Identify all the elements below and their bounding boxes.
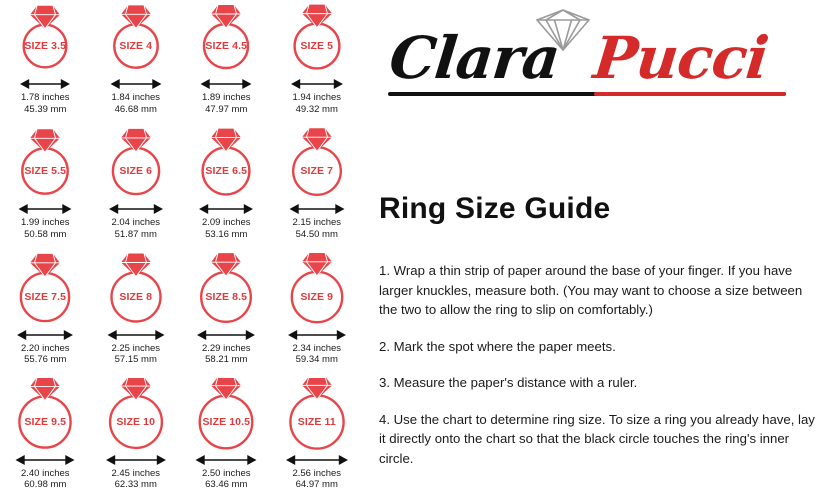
ring-illustration (97, 127, 175, 201)
brand-name-second: Pucci (590, 24, 772, 92)
ring-size-label: SIZE 9.5 (24, 415, 67, 428)
ring-illustration (278, 378, 356, 452)
ring-illustration (6, 253, 84, 327)
ring-diameter-mm: 55.76 mm (24, 354, 67, 365)
ring-illustration (97, 2, 175, 76)
ring-size-label: SIZE 6 (119, 165, 153, 178)
ring-size-cell (272, 0, 363, 125)
ring-size-label: SIZE 8.5 (205, 290, 248, 303)
guide-panel (362, 0, 839, 501)
ring-diameter-inches: 1.84 inches (111, 92, 161, 103)
diameter-arrow-icon (280, 77, 354, 91)
ring-size-cell (91, 0, 182, 125)
ring-size-cell (272, 125, 363, 250)
instruction-step: 4. Use the chart to determine ring size. To size a ring you already have, lay it directly onto the chart so that the black circle touches the ring's inner circle. (379, 411, 815, 466)
diameter-arrow-icon (189, 453, 263, 467)
ring-size-cell (0, 251, 91, 376)
ring-measurement (292, 217, 341, 240)
diameter-arrow-icon (280, 328, 354, 342)
ring-size-label: SIZE 10 (116, 415, 156, 428)
ring-diameter-mm: 49.32 mm (295, 103, 338, 115)
ring-size-chart (0, 0, 362, 501)
ring-measurement (111, 468, 160, 491)
ring-size-cell (91, 251, 182, 376)
ring-illustration (6, 2, 84, 76)
diameter-arrow-icon (99, 202, 173, 216)
ring-illustration (187, 253, 265, 327)
ring-size-cell (181, 125, 272, 250)
ring-illustration (187, 127, 265, 201)
diameter-arrow-icon (99, 77, 173, 91)
diameter-arrow-icon (280, 202, 354, 216)
diameter-arrow-icon (8, 202, 82, 216)
ring-diameter-mm: 63.46 mm (205, 479, 248, 491)
instruction-list (379, 248, 824, 485)
ring-size-cell (272, 376, 363, 501)
diameter-arrow-icon (99, 328, 173, 342)
logo-underline-red (594, 92, 786, 96)
ring-size-label: SIZE 9 (300, 290, 334, 303)
ring-diameter-inches: 1.94 inches (292, 92, 342, 103)
instruction-step: 3. Measure the paper's distance with a ruler. (379, 375, 638, 391)
ring-diameter-inches: 2.50 inches (201, 467, 251, 479)
ring-measurement (292, 92, 341, 115)
ring-illustration (278, 127, 356, 201)
diameter-arrow-icon (99, 453, 173, 467)
ring-illustration (97, 378, 175, 452)
ring-measurement (292, 343, 341, 366)
page-title: Ring Size Guide (379, 192, 611, 225)
ring-measurement (21, 92, 70, 115)
ring-size-label: SIZE 5 (300, 40, 334, 52)
ring-size-cell (91, 125, 182, 250)
ring-measurement (21, 217, 70, 240)
brand-name-first: Clara (386, 24, 563, 92)
ring-diameter-mm: 54.50 mm (295, 228, 338, 240)
ring-size-label: SIZE 3.5 (24, 40, 67, 52)
ring-measurement (111, 343, 160, 366)
ring-illustration (6, 127, 84, 201)
ring-illustration (97, 253, 175, 327)
brand-logo (372, 6, 792, 102)
ring-diameter-mm: 59.34 mm (295, 354, 338, 365)
ring-size-label: SIZE 4 (119, 40, 153, 52)
ring-diameter-mm: 64.97 mm (295, 479, 338, 491)
instruction-step: 1. Wrap a thin strip of paper around the base of your finger. If you have larger knuckles, measure both. (You may want to choose a size between the two to allow the ring to slip on comfortably.) (379, 263, 803, 318)
ring-measurement (202, 468, 251, 491)
ring-size-cell (0, 376, 91, 501)
ring-diameter-inches: 2.45 inches (111, 467, 161, 479)
diameter-arrow-icon (280, 453, 354, 467)
ring-diameter-inches: 2.04 inches (111, 217, 161, 229)
ring-size-cell (272, 251, 363, 376)
ring-size-label: SIZE 5.5 (24, 165, 67, 178)
ring-diameter-inches: 2.25 inches (111, 342, 161, 354)
ring-measurement (21, 468, 70, 491)
ring-illustration (187, 378, 265, 452)
ring-diameter-mm: 45.39 mm (24, 103, 67, 115)
ring-diameter-inches: 1.89 inches (201, 92, 251, 103)
ring-diameter-mm: 46.68 mm (114, 103, 157, 115)
ring-diameter-inches: 1.78 inches (20, 92, 70, 103)
ring-diameter-mm: 51.87 mm (114, 228, 157, 240)
ring-size-label: SIZE 6.5 (205, 165, 248, 178)
ring-size-cell (181, 251, 272, 376)
ring-diameter-mm: 53.16 mm (205, 228, 248, 240)
ring-diameter-inches: 1.99 inches (20, 217, 70, 229)
ring-illustration (6, 378, 84, 452)
ring-size-label: SIZE 7 (300, 165, 334, 178)
ring-diameter-mm: 62.33 mm (114, 479, 157, 491)
ring-measurement (202, 217, 251, 240)
instruction-step: 2. Mark the spot where the paper meets. (379, 338, 616, 354)
ring-measurement (202, 92, 251, 115)
diameter-arrow-icon (189, 328, 263, 342)
ring-measurement (111, 217, 160, 240)
ring-diameter-mm: 58.21 mm (205, 354, 248, 365)
ring-size-cell (181, 376, 272, 501)
ring-diameter-inches: 2.20 inches (20, 342, 70, 354)
ring-diameter-inches: 2.34 inches (292, 342, 342, 354)
ring-size-label: SIZE 8 (119, 290, 153, 303)
ring-size-label: SIZE 7.5 (24, 290, 67, 303)
ring-diameter-inches: 2.29 inches (201, 342, 251, 354)
ring-diameter-mm: 60.98 mm (24, 479, 67, 491)
diameter-arrow-icon (189, 202, 263, 216)
diameter-arrow-icon (8, 453, 82, 467)
ring-measurement (111, 92, 160, 115)
ring-diameter-inches: 2.56 inches (292, 467, 342, 479)
diameter-arrow-icon (8, 77, 82, 91)
ring-size-label: SIZE 11 (297, 415, 336, 428)
ring-size-cell (181, 0, 272, 125)
ring-size-cell (91, 376, 182, 501)
ring-diameter-inches: 2.15 inches (292, 217, 342, 229)
ring-measurement (292, 468, 341, 491)
ring-illustration (187, 2, 265, 76)
ring-diameter-inches: 2.09 inches (201, 217, 251, 229)
ring-measurement (21, 343, 70, 366)
ring-illustration (278, 2, 356, 76)
ring-measurement (202, 343, 251, 366)
ring-diameter-mm: 57.15 mm (114, 354, 157, 365)
ring-illustration (278, 253, 356, 327)
diameter-arrow-icon (8, 328, 82, 342)
ring-size-cell (0, 0, 91, 125)
ring-diameter-mm: 50.58 mm (24, 228, 67, 240)
ring-size-label: SIZE 4.5 (205, 40, 248, 52)
diameter-arrow-icon (189, 77, 263, 91)
ring-size-label: SIZE 10.5 (202, 415, 251, 428)
ring-size-cell (0, 125, 91, 250)
ring-diameter-mm: 47.97 mm (205, 103, 248, 115)
ring-diameter-inches: 2.40 inches (20, 467, 70, 479)
